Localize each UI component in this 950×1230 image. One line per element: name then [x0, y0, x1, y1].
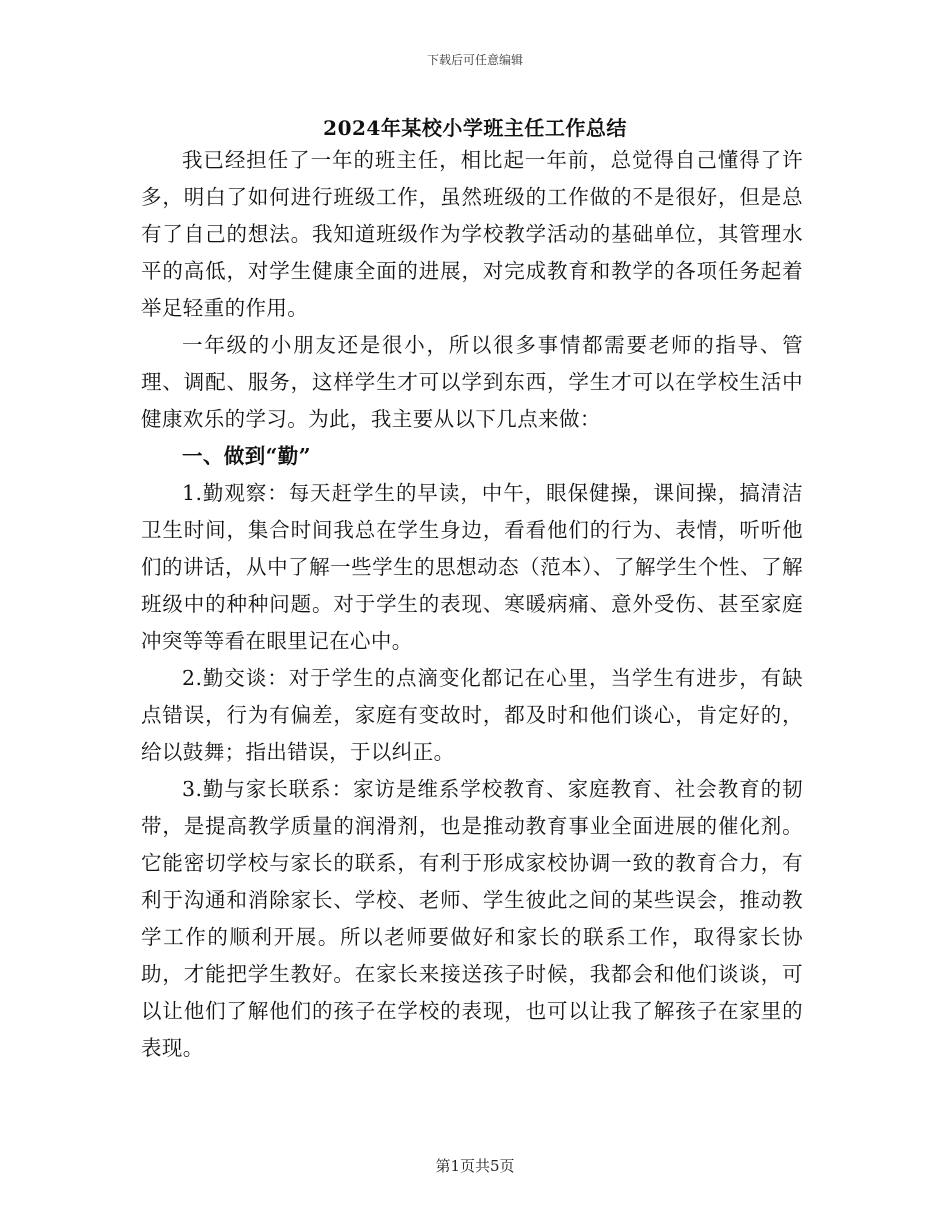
page-footer: 第1页共5页	[435, 1157, 515, 1175]
section-heading-diligence: 一、做到“勤”	[182, 444, 311, 468]
header-note: 下载后可任意编辑	[426, 53, 523, 67]
paragraph-observe: 1.勤观察：每天赶学生的早读，中午，眼保健操，课间操，搞清洁卫生时间，集合时间我总在学生身边，看看他们的行为、表情，听听他们的讲话，从中了解一些学生的思想动态（范本）、了解学生个性、了解班级中的种种问题。对于学生的表现、寒暖病痛、意外受伤、甚至家庭冲突等等看在眼里记在心中。	[141, 481, 803, 653]
document-title: 2024年某校小学班主任工作总结	[323, 116, 627, 140]
document-body	[141, 142, 803, 1067]
paragraph-approach: 一年级的小朋友还是很小，所以很多事情都需要老师的指导、管理、调配、服务，这样学生才可以学到东西，学生才可以在学校生活中健康欢乐的学习。为此，我主要从以下几点来做：	[141, 333, 803, 431]
paragraph-parents: 3.勤与家长联系：家访是维系学校教育、家庭教育、社会教育的韧带，是提高教学质量的润滑剂，也是推动教育事业全面进展的催化剂。它能密切学校与家长的联系，有利于形成家校协调一致的教育合力，有利于沟通和消除家长、学校、老师、学生彼此之间的某些误会，推动教学工作的顺利开展。所以老师要做好和家长的联系工作，取得家长协助，才能把学生教好。在家长来接送孩子时候，我都会和他们谈谈，可以让他们了解他们的孩子在学校的表现，也可以让我了解孩子在家里的表现。	[141, 777, 803, 1060]
paragraph-intro: 我已经担任了一年的班主任，相比起一年前，总觉得自己懂得了许多，明白了如何进行班级工作，虽然班级的工作做的不是很好，但是总有了自己的想法。我知道班级作为学校教学活动的基础单位，其管理水平的高低，对学生健康全面的进展，对完成教育和教学的各项任务起着举足轻重的作用。	[141, 148, 803, 320]
paragraph-talk: 2.勤交谈：对于学生的点滴变化都记在心里，当学生有进步，有缺点错误，行为有偏差，家庭有变故时，都及时和他们谈心，肯定好的，给以鼓舞；指出错误，于以纠正。	[141, 666, 803, 764]
